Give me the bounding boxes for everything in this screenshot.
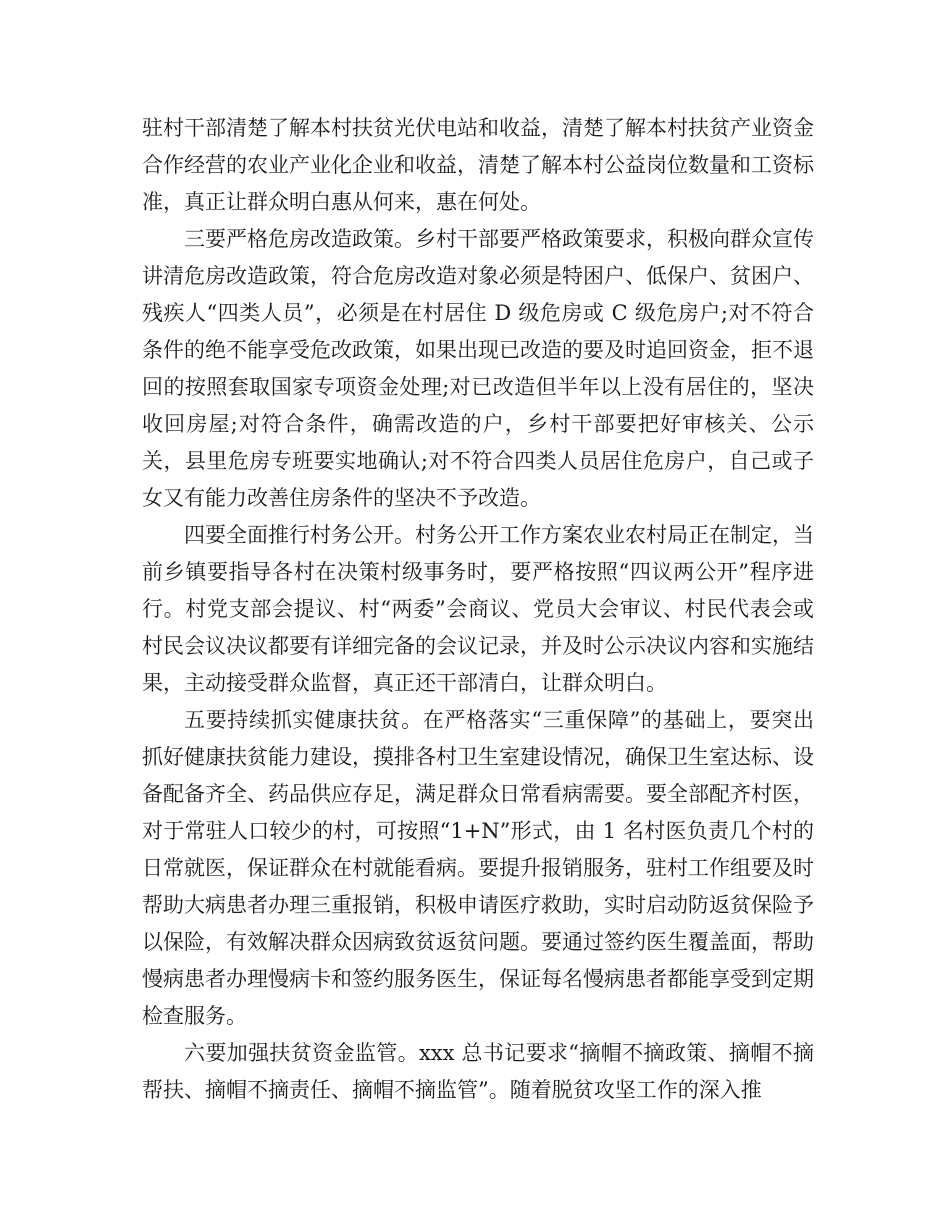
paragraph-village-affairs: 四要全面推行村务公开。村务公开工作方案农业农村局正在制定，当前乡镇要指导各村在决策村级事务时，要严格按照“四议两公开”程序进行。村党支部会提议、村“两委”会商议、党员大会审议、村民代表会或村民会议决议都要有详细完备的会议记录，并及时公示决议内容和实施结果，主动接受群众监督，真正还干部清白，让群众明白。 [142, 523, 814, 695]
paragraph-health-poverty: 五要持续抓实健康扶贫。在严格落实“三重保障”的基础上，要突出抓好健康扶贫能力建设，摸排各村卫生室建设情况，确保卫生室达标、设备配备齐全、药品供应存足，满足群众日常看病需要。要全部配齐村医，对于常驻人口较少的村，可按照“1+N”形式，由 1 名村医负责几个村的日常就医，保证群众在村就能看病。要提升报销服务，驻村工作组要及时帮助大病患者办理三重报销，积极申请医疗救助，实时启动防返贫保险予以保险，有效解决群众因病致贫返贫问题。要通过签约医生覆盖面，帮助慢病患者办理慢病卡和签约服务医生，保证每名慢病患者都能享受到定期检查服务。 [142, 708, 814, 1028]
document-body [142, 110, 814, 1109]
paragraph-fund-supervision: 六要加强扶贫资金监管。xxx 总书记要求“摘帽不摘政策、摘帽不摘帮扶、摘帽不摘责任、摘帽不摘监管”。随着脱贫攻坚工作的深入推 [142, 1041, 814, 1102]
paragraph-housing-renovation: 三要严格危房改造政策。乡村干部要严格政策要求，积极向群众宣传讲清危房改造政策，符合危房改造对象必须是特困户、低保户、贫困户、残疾人“四类人员”，必须是在村居住 D 级危房或 C 级危房户;对不符合条件的绝不能享受危改政策，如果出现已改造的要及时追回资金，拒不退回的按照套取国家专项资金处理;对已改造但半年以上没有居住的，坚决收回房屋;对符合条件，确需改造的户，乡村干部要把好审核关、公示关，县里危房专班要实地确认;对不符合四类人员居住危房户，自己或子女又有能力改善住房条件的坚决不予改造。 [142, 227, 814, 510]
paragraph-continuation: 驻村干部清楚了解本村扶贫光伏电站和收益，清楚了解本村扶贫产业资金合作经营的农业产业化企业和收益，清楚了解本村公益岗位数量和工资标准，真正让群众明白惠从何来，惠在何处。 [142, 116, 814, 214]
